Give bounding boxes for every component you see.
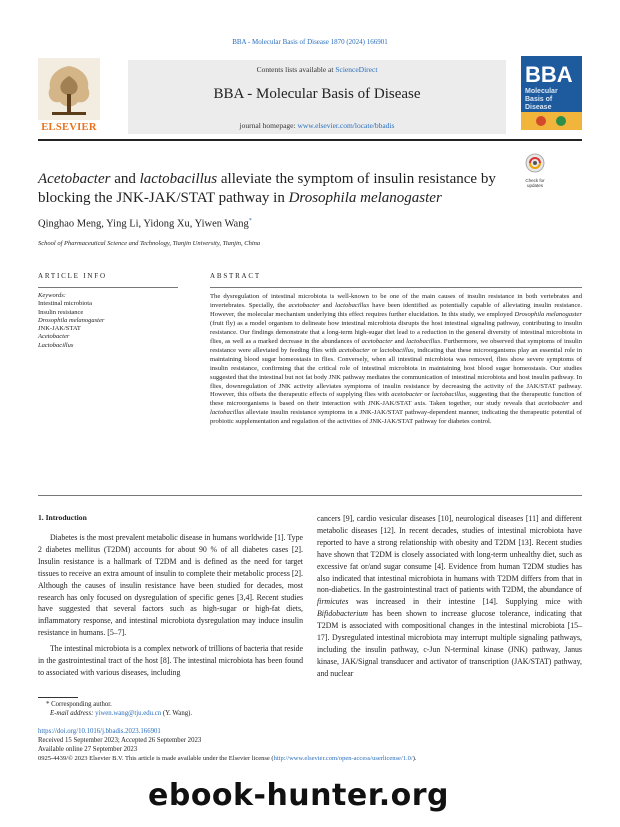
cover-subtitle: Molecular Basis of Disease [525,88,558,111]
homepage-link[interactable]: www.elsevier.com/locate/bbadis [297,121,395,130]
keywords-label: Keywords: [38,292,66,299]
keyword: Intestinal microbiota [38,300,92,308]
intro-right-column: cancers [9], cardio vesicular diseases [10], neurological diseases [11] and different metabolic diseases [12]. In recent decades, studies of intestinal microbiota have reported to have a strong relationship with obesity and T2DM [13]. Recent studies have shown that T2DM is closely associated with long-term unhealthy diet, such as excessive fat or/and sugar consume [4]. Evidence from human T2DM studies has also indicated that intestinal microbiota in humans with T2DM differs from that in non-diabetics. In the gastrointestinal tract of patients with T2DM, the abundance of firmicutes was increased in their intestine [14]. Supplying mice with Bifidobacterium has been shown to increase glucose tolerance, indicating that T2DM is associated with compositional changes in the intestinal microbiota [15–17]. Dysregulated intestinal microbiota may interrupt multiple signaling pathways, including the insulin pathway, c-Jun N-terminal kinase (JNK) pathway, Janus kinase, JAK/Signal transducer and activator of transcription (JAK/STAT) pathway, and nuclear [317,514,582,678]
intro-left-column [38,532,303,679]
elsevier-wordmark: ELSEVIER [41,122,97,133]
keyword: Acetobacter [38,333,70,341]
email-line: E-mail address: yiwen.wang@tju.edu.cn (Y. Wang). [50,710,193,717]
badge-text: Check for updates [525,178,545,188]
keyword: Insulin resistance [38,308,84,316]
article-title: Acetobacter and lactobacillus alleviate the symptom of insulin resistance by blocking the JNK-JAK/STAT pathway in Drosophila melanogaster [38,171,496,206]
check-updates-icon [524,153,546,173]
keyword: Drosophila melanogaster [38,316,105,324]
abstract-text: The dysregulation of intestinal microbiota is well-known to be one of the main causes of insulin resistance in both vertebrates and invertebrates. Specially, the acetobacter and lactobacillus have been identified as potentially capable of alleviating insulin resistance. However, the molecular mechanism underlying this effect requires further elucidation. In this study, we employed Drosophila melanogaster (fruit fly) as a model organism to delineate how intestinal microbiota disrupts the host intestinal signaling pathway, contributing to insulin resistance. Our findings demonstrate that a long-term high-sugar diet lead to a reduction in the general diversity of intestinal microbiota in flies, as well as a marked decrease in the abundances of acetobacter and lactobacillus. Furthermore, we observed that symptoms of insulin resistance were alleviated by feeding flies with acetobacter or lactobacillus, indicating that these microorganisms play an essential role in maintaining blood sugar homeostasis in flies. Conversely, when all intestinal microbiota was removed, flies show severe symptoms of insulin resistance, confirming that the critical role of intestinal microbiota in maintaining host blood sugar homeostasis. Our studies suggested that the intestinal but not fat body JNK pathway mediates the communication of intestinal microbiota and host insulin pathway. In flies, downregulation of JNK activity alleviates symptoms of insulin resistance by decreasing the activity of the JAK/STAT pathway. However, this offsets the therapeutic effects of supplying flies with acetobacter or lactobacillus, suggesting that the therapeutic function of these microorganisms is based on their interaction with JNK-JAK/STAT axis. Taken together, our study reveals that acetobacter and lactobacillus alleviate insulin resistance symptoms in a JNK-JAK/STAT pathway-dependent manner, indicating the therapeutic potential of probiotic supplementation and regulation of the activities of JNK-JAK/STAT pathway for diabetes control. [210,293,583,426]
corresponding-author-note: * Corresponding author. [46,701,112,708]
intro-paragraph-1: Diabetes is the most prevalent metabolic disease in humans worldwide [1]. Type 2 diabetes mellitus (T2DM) accounts for about 90 % of all diabetes cases [2]. Insulin resistance is a hallmark of T2DM and is defined as the need for target tissues to receive an extra amount of insulin to complete their metabolic process [2]. Although the causes of insulin resistance have been studied for decades, most research has only focused on dysregulation of specific genes [3,4]. Recent studies have suggested that several factors such as high-sugar or high-fat diets, inflammatory response, and intestinal microbiota dysregulation may induce insulin resistance in humans. [5–7]. [38,533,303,638]
header-rule [38,139,582,141]
abstract-heading: ABSTRACT [210,272,261,280]
journal-citation[interactable]: BBA - Molecular Basis of Disease 1870 (2024) 166901 [232,38,388,46]
abstract-rule [210,287,582,288]
affiliation: School of Pharmaceutical Science and Technology, Tianjin University, Tianjin, China [38,240,261,247]
cover-title: BBA [525,62,573,87]
corresponding-author-mark[interactable]: * [248,218,252,224]
keywords-list [38,292,178,350]
abstract-bottom-rule [38,495,582,496]
doi-link[interactable]: https://doi.org/10.1016/j.bbadis.2023.166901 [38,728,161,735]
check-for-updates-badge[interactable] [520,153,550,187]
license-line: 0925-4439/© 2023 Elsevier B.V. This article is made available under the Elsevier license (http://www.elsevier.com/open-access/userlicense/1.0/). [38,755,417,762]
journal-homepage: journal homepage: www.elsevier.com/locate/bbadis [239,121,395,130]
sciencedirect-link[interactable]: ScienceDirect [335,65,378,74]
keyword: Lactobacillus [38,341,74,349]
intro-paragraph-2: The intestinal microbiota is a complex network of trillions of bacteria that reside in the gastrointestinal tract of the host [8]. The intestinal microbiota has been found to associated with various diseases, including [38,644,303,677]
email-link[interactable]: yiwen.wang@tju.edu.cn [95,710,162,717]
journal-cover-thumbnail[interactable] [521,56,582,130]
footnote-rule [38,697,78,698]
journal-title: BBA - Molecular Basis of Disease [213,86,421,102]
article-info-rule [38,287,178,288]
available-online: Available online 27 September 2023 [38,746,138,753]
article-info-heading: ARTICLE INFO [38,272,107,280]
license-link[interactable]: http://www.elsevier.com/open-access/userlicense/1.0/ [273,755,413,762]
contents-available: Contents lists available at ScienceDirect [256,65,378,74]
introduction-heading: 1. Introduction [38,513,87,522]
keyword: JNK-JAK/STAT [38,325,81,333]
author-list: Qinghao Meng, Ying Li, Yidong Xu, Yiwen Wang* [38,218,252,230]
watermark-text: ebook-hunter.org [148,778,449,813]
received-dates: Received 15 September 2023; Accepted 26 September 2023 [38,737,202,744]
